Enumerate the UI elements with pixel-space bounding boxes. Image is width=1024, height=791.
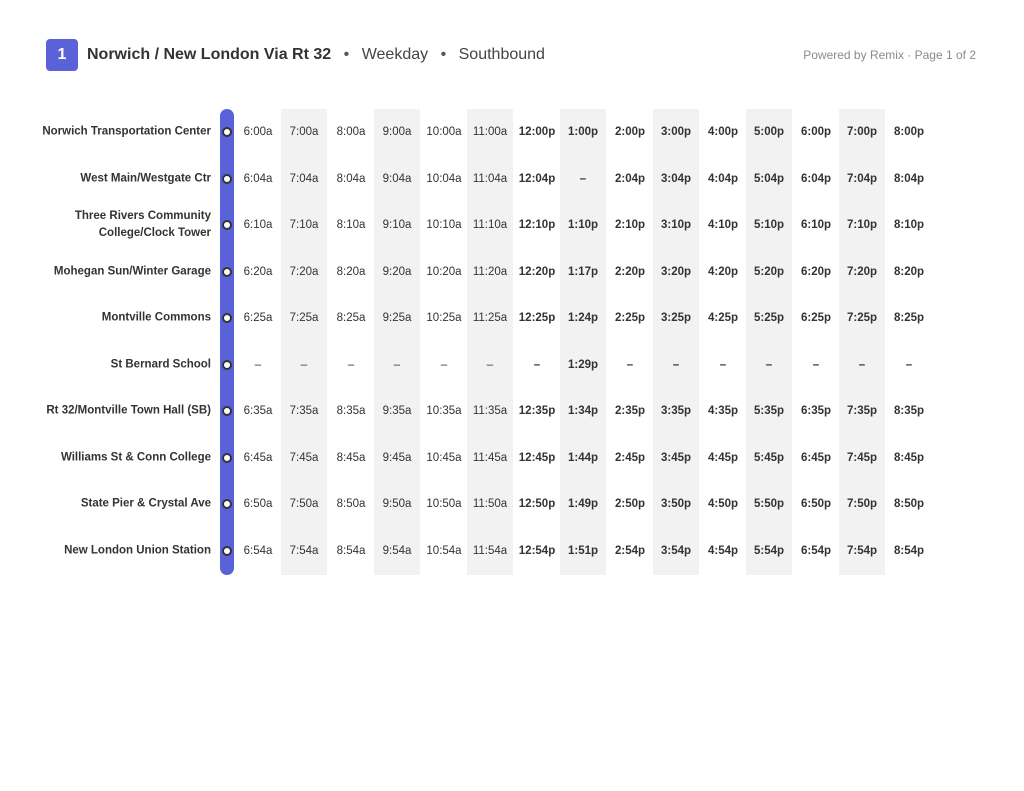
- departure-time: 10:35a: [426, 405, 462, 417]
- departure-time: 7:35a: [289, 405, 319, 417]
- departure-time: 10:54a: [426, 544, 462, 557]
- departure-time: 8:54a: [336, 544, 366, 557]
- departure-time: 1:51p: [567, 544, 599, 557]
- departure-time: 12:00p: [518, 126, 556, 138]
- departure-time: 9:25a: [382, 312, 412, 324]
- stop-marker-icon: [222, 174, 232, 184]
- departure-time: –: [858, 358, 866, 371]
- departure-time: 7:04a: [289, 172, 319, 185]
- title-separator: •: [440, 46, 447, 63]
- departure-time: –: [533, 358, 541, 371]
- departure-time: 9:04a: [382, 172, 412, 185]
- stop-row: [0, 295, 1024, 341]
- direction: Southbound: [458, 46, 545, 63]
- departure-time: 8:50p: [893, 498, 925, 510]
- departure-time: 2:50p: [614, 498, 646, 510]
- departure-time: 10:04a: [426, 172, 462, 185]
- departure-time: 5:50p: [753, 498, 785, 510]
- departure-time: 3:20p: [660, 265, 692, 278]
- stop-row: [0, 156, 1024, 202]
- departure-time: 7:50p: [846, 498, 878, 510]
- departure-time: 9:45a: [382, 451, 412, 464]
- departure-time: –: [579, 172, 587, 185]
- departure-time: 9:35a: [382, 405, 412, 417]
- departure-time: 1:24p: [567, 312, 599, 324]
- departure-time: 6:25p: [800, 312, 832, 324]
- departure-time: 8:35a: [336, 405, 366, 417]
- departure-time: 6:50p: [800, 498, 832, 510]
- departure-time: 3:35p: [660, 405, 692, 417]
- departure-time: 9:20a: [382, 265, 412, 278]
- departure-time: 8:45p: [893, 451, 925, 464]
- departure-time: 5:00p: [753, 126, 785, 138]
- departure-time: –: [812, 358, 820, 371]
- departure-time: 12:20p: [518, 265, 556, 278]
- stop-name: Mohegan Sun/Winter Garage: [53, 265, 211, 277]
- departure-time: 6:25a: [243, 312, 273, 324]
- departure-time: 6:35p: [800, 405, 832, 417]
- departure-time: –: [486, 358, 494, 371]
- departure-time: –: [393, 358, 401, 371]
- departure-time: 5:10p: [753, 219, 785, 231]
- departure-time: 8:35p: [893, 405, 925, 417]
- departure-time: 8:00p: [893, 126, 925, 138]
- departure-time: 7:25a: [289, 312, 319, 324]
- departure-time: 6:54p: [800, 544, 832, 557]
- page-meta: Powered by Remix · Page 1 of 2: [803, 48, 976, 62]
- stop-row: [0, 342, 1024, 388]
- departure-time: –: [719, 358, 727, 371]
- stop-name: State Pier & Crystal Ave: [80, 497, 211, 510]
- departure-time: 7:54a: [289, 544, 319, 557]
- departure-time: 8:00a: [336, 126, 366, 138]
- departure-time: 7:00p: [846, 126, 878, 138]
- departure-time: –: [626, 358, 634, 371]
- departure-time: 8:10p: [893, 219, 925, 231]
- departure-time: 6:45a: [243, 451, 273, 464]
- departure-time: 4:35p: [707, 405, 739, 417]
- departure-time: 10:20a: [426, 265, 462, 278]
- departure-time: 12:35p: [518, 405, 556, 417]
- departure-time: 6:20p: [800, 265, 832, 278]
- departure-time: 4:45p: [707, 451, 739, 464]
- departure-time: 8:25p: [893, 312, 925, 324]
- departure-time: 9:10a: [382, 219, 412, 231]
- departure-time: 5:04p: [753, 172, 785, 185]
- departure-time: 7:20p: [846, 265, 878, 278]
- departure-time: 11:20a: [472, 265, 508, 278]
- departure-time: 1:29p: [567, 358, 599, 371]
- stop-row: [0, 202, 1024, 248]
- departure-time: 12:50p: [518, 498, 556, 510]
- departure-time: 8:04p: [893, 172, 925, 185]
- departure-time: 12:04p: [518, 172, 556, 185]
- departure-time: 8:54p: [893, 544, 925, 557]
- departure-time: 11:04a: [472, 172, 508, 185]
- departure-time: 6:54a: [243, 544, 273, 557]
- departure-time: 11:10a: [472, 219, 508, 231]
- departure-time: 11:45a: [472, 451, 508, 464]
- departure-time: 1:44p: [567, 451, 599, 464]
- departure-time: 6:10a: [243, 219, 273, 231]
- departure-time: 7:10p: [846, 219, 878, 231]
- stop-marker-icon: [222, 220, 232, 230]
- departure-time: 2:00p: [614, 126, 646, 138]
- route-number-badge: 1: [46, 39, 78, 71]
- departure-time: 11:25a: [472, 312, 508, 324]
- departure-time: 7:25p: [846, 312, 878, 324]
- departure-time: 7:10a: [289, 219, 319, 231]
- departure-time: 11:35a: [472, 405, 508, 417]
- departure-time: 4:10p: [707, 219, 739, 231]
- departure-time: 8:25a: [336, 312, 366, 324]
- departure-time: 9:50a: [382, 498, 412, 510]
- stop-name: West Main/Westgate Ctr: [80, 172, 211, 184]
- departure-time: –: [347, 358, 355, 371]
- stop-row: [0, 528, 1024, 574]
- departure-time: 3:54p: [660, 544, 692, 557]
- departure-time: 5:20p: [753, 265, 785, 278]
- departure-time: 10:00a: [426, 126, 462, 138]
- departure-time: 9:00a: [382, 126, 412, 138]
- departure-time: 12:10p: [518, 219, 556, 231]
- departure-time: 7:54p: [846, 544, 878, 557]
- stop-marker-icon: [222, 546, 232, 556]
- departure-time: 1:17p: [567, 265, 599, 278]
- service-day: Weekday: [361, 46, 429, 63]
- departure-time: 6:35a: [243, 405, 273, 417]
- stop-marker-icon: [222, 499, 232, 509]
- departure-time: 1:49p: [567, 498, 599, 510]
- departure-time: 3:45p: [660, 451, 692, 464]
- departure-time: 6:04a: [243, 172, 273, 185]
- departure-time: 1:10p: [567, 219, 599, 231]
- stop-name: Three Rivers Community College/Clock Tower: [74, 210, 211, 239]
- departure-time: 7:50a: [289, 498, 319, 510]
- departure-time: 9:54a: [382, 544, 412, 557]
- departure-time: 7:45p: [846, 451, 878, 464]
- departure-time: 4:04p: [707, 172, 739, 185]
- departure-time: 3:25p: [660, 312, 692, 324]
- departure-time: 4:20p: [707, 265, 739, 278]
- stop-row: [0, 249, 1024, 295]
- departure-time: 7:35p: [846, 405, 878, 417]
- stop-marker-icon: [222, 406, 232, 416]
- departure-time: 5:35p: [753, 405, 785, 417]
- departure-time: 6:50a: [243, 498, 273, 510]
- departure-time: 1:34p: [567, 405, 599, 417]
- departure-time: 6:20a: [243, 265, 273, 278]
- departure-time: –: [440, 358, 448, 371]
- stop-name: Rt 32/Montville Town Hall (SB): [46, 404, 211, 417]
- departure-time: 4:25p: [707, 312, 739, 324]
- departure-time: 12:45p: [518, 451, 556, 464]
- departure-time: 8:50a: [336, 498, 366, 510]
- departure-time: –: [672, 358, 680, 371]
- departure-time: 2:20p: [614, 265, 646, 278]
- departure-time: 5:45p: [753, 451, 785, 464]
- departure-time: –: [254, 358, 262, 371]
- departure-time: 6:45p: [800, 451, 832, 464]
- departure-time: 5:25p: [753, 312, 785, 324]
- stop-name: Williams St & Conn College: [60, 451, 211, 463]
- departure-time: 12:54p: [518, 544, 556, 557]
- departure-time: 4:50p: [707, 498, 739, 510]
- stop-marker-icon: [222, 267, 232, 277]
- departure-time: 5:54p: [753, 544, 785, 557]
- departure-time: 8:20a: [336, 265, 366, 278]
- departure-time: 8:20p: [893, 265, 925, 278]
- schedule-header: [46, 39, 976, 71]
- departure-time: 10:50a: [426, 498, 462, 510]
- timetable: [0, 109, 1024, 575]
- departure-time: –: [765, 358, 773, 371]
- departure-time: 4:00p: [707, 126, 739, 138]
- departure-time: 10:10a: [426, 219, 462, 231]
- departure-time: 12:25p: [518, 312, 556, 324]
- title-separator: •: [343, 46, 350, 63]
- departure-time: 2:10p: [614, 219, 646, 231]
- stop-row: [0, 481, 1024, 527]
- departure-time: 2:25p: [614, 312, 646, 324]
- stop-row: [0, 109, 1024, 155]
- departure-time: 7:04p: [846, 172, 878, 185]
- stop-marker-icon: [222, 313, 232, 323]
- departure-time: 11:50a: [472, 498, 508, 510]
- departure-time: –: [300, 358, 308, 371]
- departure-time: 6:00a: [243, 126, 273, 138]
- departure-time: 10:25a: [426, 312, 462, 324]
- departure-time: 8:10a: [336, 219, 366, 231]
- route-name: Norwich / New London Via Rt 32: [87, 46, 332, 63]
- departure-time: 6:04p: [800, 172, 832, 185]
- departure-time: 7:45a: [289, 451, 319, 464]
- departure-time: 3:04p: [660, 172, 692, 185]
- title-line: [87, 45, 545, 65]
- departure-time: 10:45a: [426, 451, 462, 464]
- departure-time: 7:00a: [289, 126, 319, 138]
- stop-marker-icon: [222, 453, 232, 463]
- stop-marker-icon: [222, 360, 232, 370]
- departure-time: 2:04p: [614, 172, 646, 185]
- departure-time: 3:50p: [660, 498, 692, 510]
- departure-time: 3:10p: [660, 219, 692, 231]
- departure-time: 2:45p: [614, 451, 646, 464]
- departure-time: –: [905, 358, 913, 371]
- departure-time: 6:00p: [800, 126, 832, 138]
- stop-row: [0, 388, 1024, 434]
- stop-name: Montville Commons: [101, 311, 211, 324]
- stop-name: New London Union Station: [64, 544, 211, 556]
- stop-row: [0, 435, 1024, 481]
- departure-time: 1:00p: [567, 126, 599, 138]
- departure-time: 11:54a: [472, 544, 508, 557]
- departure-time: 3:00p: [660, 126, 692, 138]
- departure-time: 2:35p: [614, 405, 646, 417]
- departure-time: 8:45a: [336, 451, 366, 464]
- departure-time: 8:04a: [336, 172, 366, 185]
- departure-time: 11:00a: [472, 126, 508, 138]
- stop-name: Norwich Transportation Center: [42, 125, 211, 138]
- departure-time: 7:20a: [289, 265, 319, 278]
- departure-time: 4:54p: [707, 544, 739, 557]
- departure-time: 2:54p: [614, 544, 646, 557]
- departure-time: 6:10p: [800, 219, 832, 231]
- stop-name: St Bernard School: [110, 358, 211, 370]
- stop-marker-icon: [222, 127, 232, 137]
